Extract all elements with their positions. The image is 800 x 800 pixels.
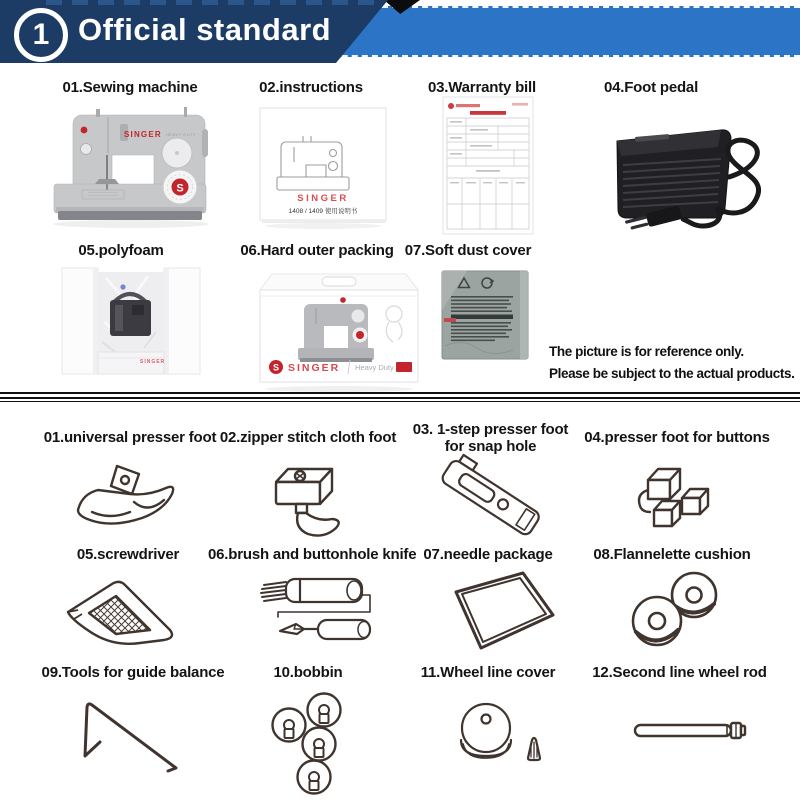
polyfoam-photo <box>60 262 202 390</box>
foot-pedal-photo <box>585 97 767 239</box>
label-universal-presser-foot: 01.universal presser foot <box>43 429 217 446</box>
label-bobbin: 10.bobbin <box>273 664 343 681</box>
label-hard-outer-packing: 06.Hard outer packing <box>240 242 394 259</box>
header-banner <box>0 0 800 64</box>
box-brand-text: SINGER <box>288 362 341 374</box>
label-screwdriver: 05.screwdriver <box>76 546 180 563</box>
label-second-line-wheel-rod: 12.Second line wheel rod <box>592 664 767 681</box>
manual-model-text: 1408 / 1409 使用说明书 <box>288 208 358 215</box>
box-series-text: Heavy Duty <box>355 363 394 372</box>
machine-dial-logo: S <box>176 182 184 195</box>
machine-brand-text: SINGER <box>124 130 162 139</box>
guide-balance-tool-drawing <box>66 694 198 782</box>
step-number-badge <box>14 8 68 62</box>
label-polyfoam: 05.polyfoam <box>78 242 164 259</box>
label-1-step-presser-foot-line1: 03. 1-step presser foot <box>412 421 569 438</box>
label-foot-pedal: 04.Foot pedal <box>603 79 699 96</box>
button-foot-drawing <box>618 452 730 546</box>
machine-series-text: HEAVY DUTY <box>166 132 197 137</box>
sewing-machine-photo <box>36 97 224 235</box>
flannelette-cushion-drawing <box>626 564 728 656</box>
label-instructions: 02.instructions <box>259 79 363 96</box>
wheel-rod-drawing <box>630 714 754 748</box>
instructions-booklet-photo <box>247 100 399 233</box>
label-wheel-line-cover: 11.Wheel line cover <box>420 664 556 681</box>
step-number: 1 <box>32 18 50 51</box>
zipper-foot-drawing <box>248 456 366 546</box>
manual-brand-text: SINGER <box>297 193 349 204</box>
label-tools-for-guide-balance: 09.Tools for guide balance <box>41 664 225 681</box>
outer-packing-box-photo <box>248 262 430 394</box>
dust-cover-photo <box>437 266 533 364</box>
disclaimer-line-1: The picture is for reference only. <box>549 344 744 359</box>
box-logo-letter: S <box>272 362 280 373</box>
wheel-line-cover-drawing <box>446 700 550 766</box>
banner-dash-pattern <box>46 0 376 5</box>
label-presser-foot-for-buttons: 04.presser foot for buttons <box>584 429 770 446</box>
universal-presser-foot-drawing <box>68 454 194 546</box>
section-divider-line2 <box>0 397 800 399</box>
label-brush-and-buttonhole-knife: 06.brush and buttonhole knife <box>208 546 417 563</box>
label-needle-package: 07.needle package <box>423 546 553 563</box>
label-warranty-bill: 03.Warranty bill <box>428 79 536 96</box>
label-soft-dust-cover: 07.Soft dust cover <box>404 242 532 259</box>
section-divider-line3 <box>0 401 800 403</box>
label-flannelette-cushion: 08.Flannelette cushion <box>593 546 751 563</box>
bobbin-drawing <box>260 688 360 796</box>
section-divider <box>0 392 800 394</box>
brush-and-knife-drawing <box>246 568 388 660</box>
screwdriver-drawing <box>62 572 190 656</box>
label-sewing-machine: 01.Sewing machine <box>62 79 198 96</box>
disclaimer <box>549 341 799 386</box>
needle-package-drawing <box>426 568 558 654</box>
section-title: Official standard <box>78 12 332 47</box>
warranty-bill-photo <box>436 92 540 239</box>
buttonhole-foot-drawing <box>430 447 552 551</box>
label-1-step-presser-foot-line2: for snap hole <box>444 438 537 455</box>
label-zipper-stitch-cloth-foot: 02.zipper stitch cloth foot <box>219 429 397 446</box>
polyfoam-brand-text: SINGER <box>140 359 166 365</box>
disclaimer-line-2: Please be subject to the actual products. <box>549 366 795 382</box>
